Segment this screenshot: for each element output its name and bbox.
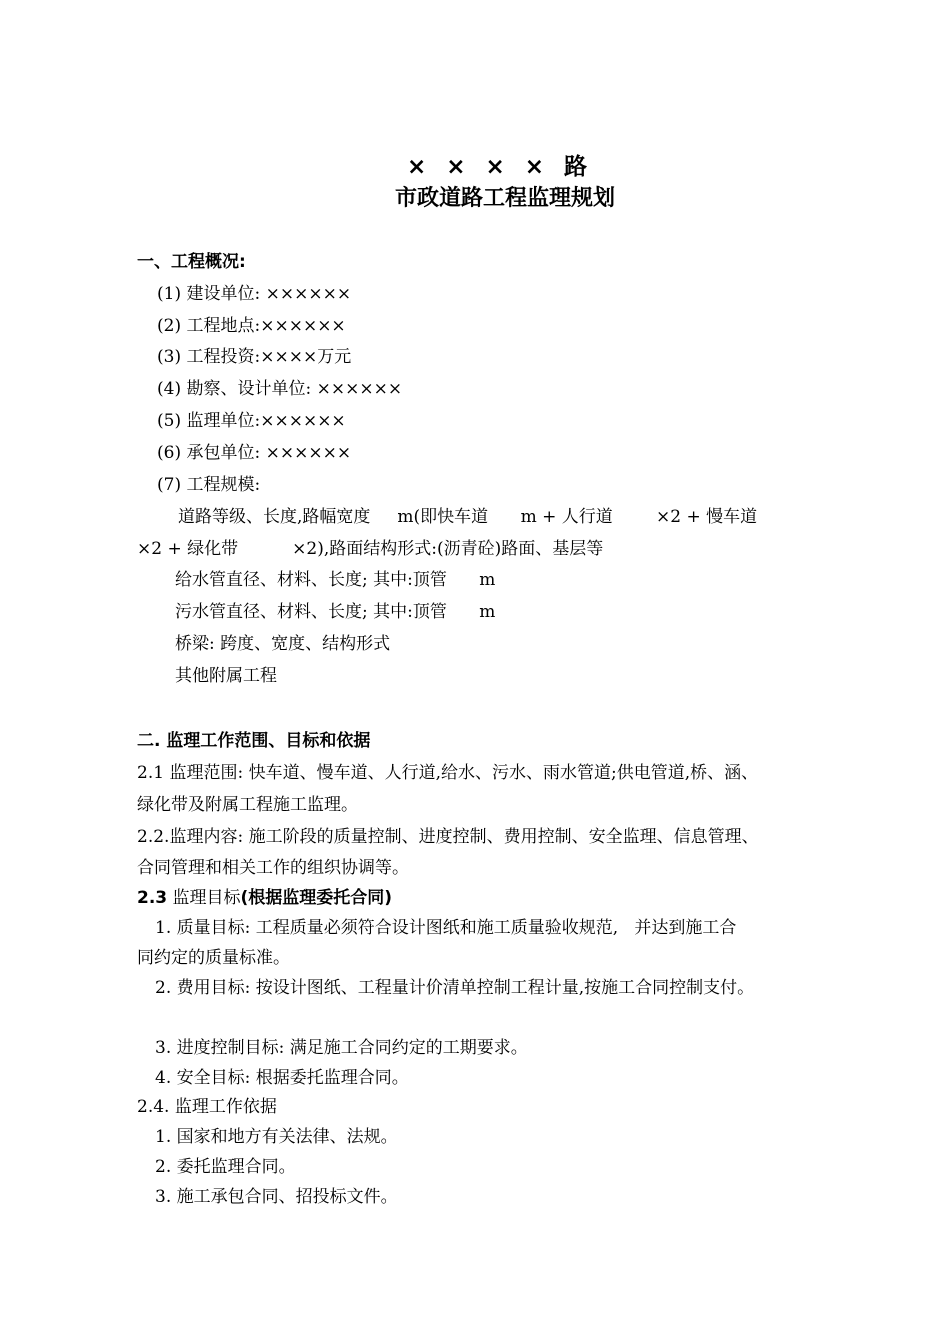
section1-heading: 一、工程概况: xyxy=(137,252,246,272)
scope-line-1: 2.1 监理范围: 快车道、慢车道、人行道,给水、污水、雨水管道;供电管道,桥、涵、 xyxy=(137,763,759,783)
goals-label: 监理目标 xyxy=(167,888,241,908)
scope-line-2: 绿化带及附属工程施工监理。 xyxy=(137,795,358,815)
goal-cost: 2. 费用目标: 按设计图纸、工程量计价清单控制工程计量,按施工合同控制支付。 xyxy=(155,978,755,998)
content-line-1: 2.2.监理内容: 施工阶段的质量控制、进度控制、费用控制、安全监理、信息管理、 xyxy=(137,827,759,847)
overview-item-2: (2) 工程地点:×××××× xyxy=(157,316,346,336)
sewage-pipe-line: 污水管直径、材料、长度; 其中:顶管 m xyxy=(175,602,496,622)
basis-item-3: 3. 施工承包合同、招投标文件。 xyxy=(155,1187,398,1207)
goal-quality-line-2: 同约定的质量标准。 xyxy=(137,948,290,968)
goal-safety: 4. 安全目标: 根据委托监理合同。 xyxy=(155,1068,409,1088)
doc-title-road: × × × × 路 xyxy=(406,154,594,180)
goals-heading xyxy=(137,888,392,908)
overview-item-1: (1) 建设单位: ×××××× xyxy=(157,284,352,304)
overview-item-6: (6) 承包单位: ×××××× xyxy=(157,443,352,463)
goal-quality-line-1: 1. 质量目标: 工程质量必须符合设计图纸和施工质量验收规范, 并达到施工合 xyxy=(155,918,737,938)
basis-item-1: 1. 国家和地方有关法律、法规。 xyxy=(155,1127,398,1147)
basis-heading: 2.4. 监理工作依据 xyxy=(137,1097,277,1117)
scale-line-1: 道路等级、长度,路幅宽度 m(即快车道 m + 人行道 ×2 + 慢车道 xyxy=(178,507,758,527)
doc-title-main: 市政道路工程监理规划 xyxy=(394,186,615,211)
goals-number: 2.3 xyxy=(137,888,168,908)
scale-line-2: ×2 + 绿化带 ×2),路面结构形式:(沥青砼)路面、基层等 xyxy=(137,539,604,559)
water-pipe-line: 给水管直径、材料、长度; 其中:顶管 m xyxy=(175,570,496,590)
overview-item-5: (5) 监理单位:×××××× xyxy=(157,411,346,431)
overview-item-4: (4) 勘察、设计单位: ×××××× xyxy=(157,379,403,399)
overview-item-3: (3) 工程投资:××××万元 xyxy=(157,347,352,367)
content-line-2: 合同管理和相关工作的组织协调等。 xyxy=(137,858,409,878)
basis-item-2: 2. 委托监理合同。 xyxy=(155,1157,296,1177)
overview-item-7: (7) 工程规模: xyxy=(157,475,261,495)
goal-schedule: 3. 进度控制目标: 满足施工合同约定的工期要求。 xyxy=(155,1038,528,1058)
bridge-line: 桥梁: 跨度、宽度、结构形式 xyxy=(175,634,391,654)
other-works-line: 其他附属工程 xyxy=(175,666,277,686)
goals-note: (根据监理委托合同) xyxy=(240,888,393,908)
section2-heading: 二. 监理工作范围、目标和依据 xyxy=(137,731,371,751)
